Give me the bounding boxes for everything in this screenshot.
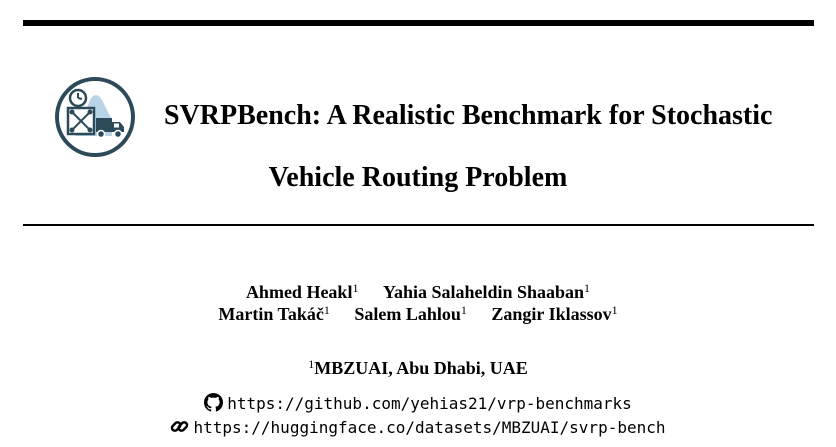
- huggingface-url[interactable]: https://huggingface.co/datasets/MBZUAI/svrp-bench: [193, 418, 666, 437]
- author-list-line-2: [0, 304, 836, 325]
- title-rule: [23, 224, 814, 226]
- affiliation: [0, 358, 836, 379]
- author-name: Yahia Salaheldin Shaaban$^1$: [382, 281, 591, 302]
- author-name: Ahmed Heakl$^1$: [245, 281, 359, 302]
- affiliation-mark: 1: [323, 303, 330, 317]
- affiliation-mark: 1: [352, 281, 359, 295]
- top-rule: [23, 20, 814, 26]
- github-url[interactable]: https://github.com/yehias21/vrp-benchmarks: [227, 394, 632, 413]
- author-name: Zangir Iklassov$^1$: [491, 303, 618, 324]
- affiliation-text: MBZUAI, Abu Dhabi, UAE: [314, 358, 528, 378]
- author-name: Martin Takáč$^1$: [218, 303, 330, 324]
- affiliation-mark: 1: [584, 281, 591, 295]
- affiliation-mark: 1: [460, 303, 467, 317]
- paper-title-line-1: SVRPBench: A Realistic Benchmark for Stochastic: [164, 100, 773, 131]
- paper-title-line-2: Vehicle Routing Problem: [268, 162, 568, 193]
- author-list-line-1: [0, 282, 836, 303]
- github-icon: [204, 393, 223, 412]
- github-link[interactable]: [0, 393, 836, 413]
- affiliation-mark: 1: [611, 303, 618, 317]
- huggingface-link[interactable]: [0, 417, 836, 437]
- affiliation-mark: 1: [308, 357, 315, 371]
- link-icon: [170, 417, 189, 436]
- svrpbench-logo-icon: [54, 76, 136, 158]
- author-name: Salem Lahlou$^1$: [354, 303, 467, 324]
